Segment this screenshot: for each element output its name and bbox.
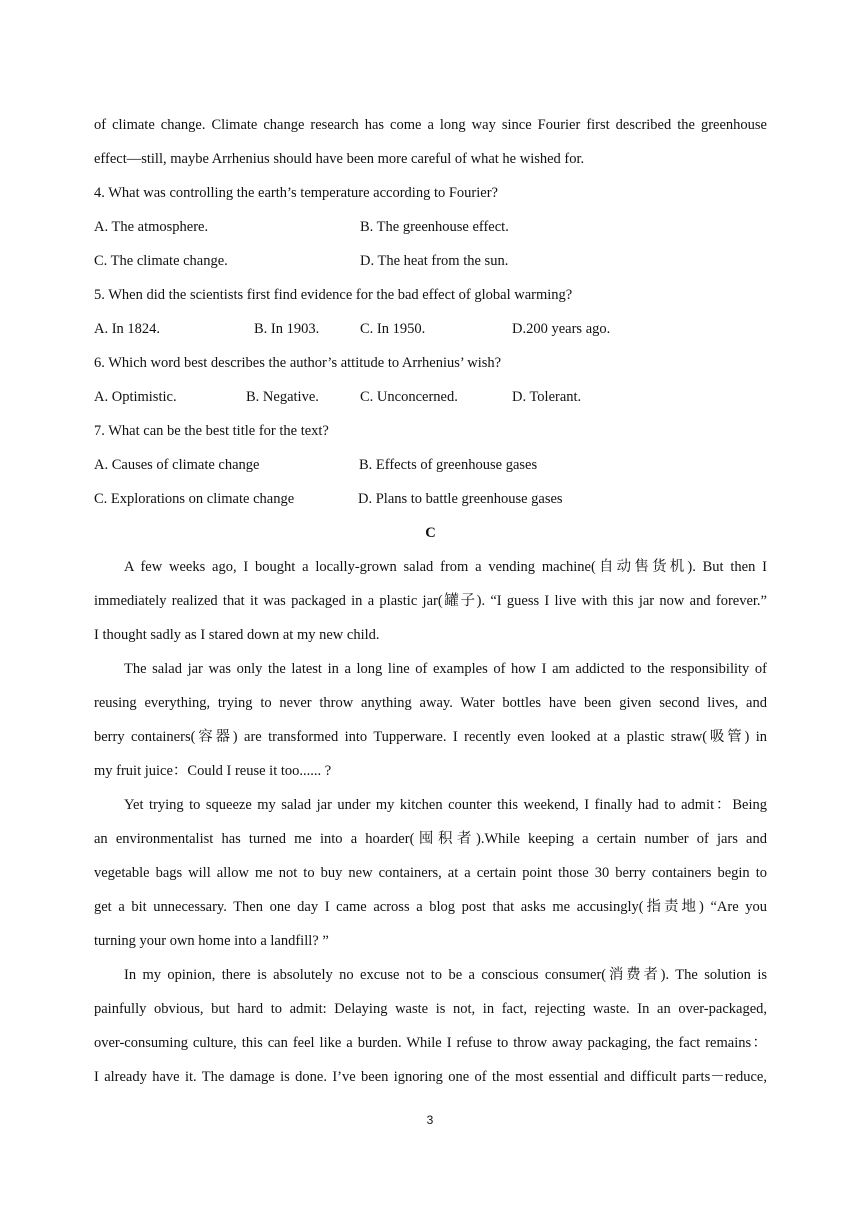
options-row bbox=[94, 380, 767, 414]
paragraph-line: I already have it. The damage is done. I’ve been ignoring one of the most essential and difficult parts－reduce, bbox=[94, 1069, 767, 1085]
paragraph-line: get a bit unnecessary. Then one day I came across a blog post that asks me accusingly(指责地) “Are you bbox=[94, 899, 767, 915]
paragraph-line: vegetable bags will allow me not to buy new containers, at a certain point those 30 berry containers begin to bbox=[94, 865, 767, 881]
paragraph-line: berry containers(容器) are transformed into Tupperware. I recently even looked at a plastic straw(吸管) in bbox=[94, 729, 767, 745]
question-stem: 6. Which word best describes the author’s attitude to Arrhenius’ wish? bbox=[94, 355, 502, 371]
question-stem: 4. What was controlling the earth’s temperature according to Fourier? bbox=[94, 185, 498, 201]
page-number: 3 bbox=[426, 1113, 434, 1127]
option: D.200 years ago. bbox=[512, 321, 611, 337]
paragraph-line: turning your own home into a landfill? ” bbox=[94, 933, 329, 949]
option: D. The heat from the sun. bbox=[360, 253, 509, 269]
option: A. In 1824. bbox=[94, 321, 161, 337]
option: B. Effects of greenhouse gases bbox=[359, 457, 538, 473]
option: C. Explorations on climate change bbox=[94, 491, 295, 507]
paragraph-line: effect—still, maybe Arrhenius should have been more careful of what he wished for. bbox=[94, 151, 585, 167]
paragraph-line: over-consuming culture, this can feel like a burden. While I refuse to throw away packaging, the fact remains： bbox=[94, 1035, 767, 1051]
option: B. In 1903. bbox=[254, 321, 320, 337]
option: C. In 1950. bbox=[360, 321, 426, 337]
option: D. Plans to battle greenhouse gases bbox=[358, 491, 563, 507]
paragraph-line: painfully obvious, but hard to admit: Delaying waste is not, in fact, rejecting waste. In an over-packaged, bbox=[94, 1001, 767, 1017]
document-page bbox=[94, 108, 767, 1094]
options-row bbox=[94, 244, 767, 278]
paragraph-line: In my opinion, there is absolutely no excuse not to be a conscious consumer(消费者). The solution is bbox=[124, 967, 767, 983]
option: B. The greenhouse effect. bbox=[360, 219, 509, 235]
options-row bbox=[94, 312, 767, 346]
question-stem: 7. What can be the best title for the text? bbox=[94, 423, 329, 439]
paragraph-line: an environmentalist has turned me into a hoarder(囤积者).While keeping a certain number of jars and bbox=[94, 831, 767, 847]
paragraph-line: reusing everything, trying to never throw anything away. Water bottles have been given second lives, and bbox=[94, 695, 767, 711]
question-stem: 5. When did the scientists first find evidence for the bad effect of global warming? bbox=[94, 287, 573, 303]
option: C. The climate change. bbox=[94, 253, 228, 269]
option: A. The atmosphere. bbox=[94, 219, 209, 235]
options-row bbox=[94, 448, 767, 482]
option: C. Unconcerned. bbox=[360, 389, 458, 405]
section-heading: C bbox=[425, 525, 436, 541]
paragraph-line: A few weeks ago, I bought a locally-grown salad from a vending machine(自动售货机). But then I bbox=[124, 559, 767, 575]
option: B. Negative. bbox=[246, 389, 319, 405]
paragraph-line: The salad jar was only the latest in a long line of examples of how I am addicted to the responsibility of bbox=[124, 661, 767, 677]
options-row bbox=[94, 482, 767, 516]
paragraph-line: I thought sadly as I stared down at my new child. bbox=[94, 627, 380, 643]
paragraph-line: my fruit juice：Could I reuse it too...... ? bbox=[94, 763, 332, 779]
option: A. Optimistic. bbox=[94, 389, 177, 405]
paragraph-line: of climate change. Climate change research has come a long way since Fourier first described the greenhouse bbox=[94, 117, 767, 133]
options-row bbox=[94, 210, 767, 244]
option: D. Tolerant. bbox=[512, 389, 582, 405]
paragraph-line: Yet trying to squeeze my salad jar under my kitchen counter this weekend, I finally had to admit：Being bbox=[124, 797, 767, 813]
option: A. Causes of climate change bbox=[94, 457, 260, 473]
paragraph-line: immediately realized that it was packaged in a plastic jar(罐子). “I guess I live with this jar now and forever.” bbox=[94, 593, 767, 609]
